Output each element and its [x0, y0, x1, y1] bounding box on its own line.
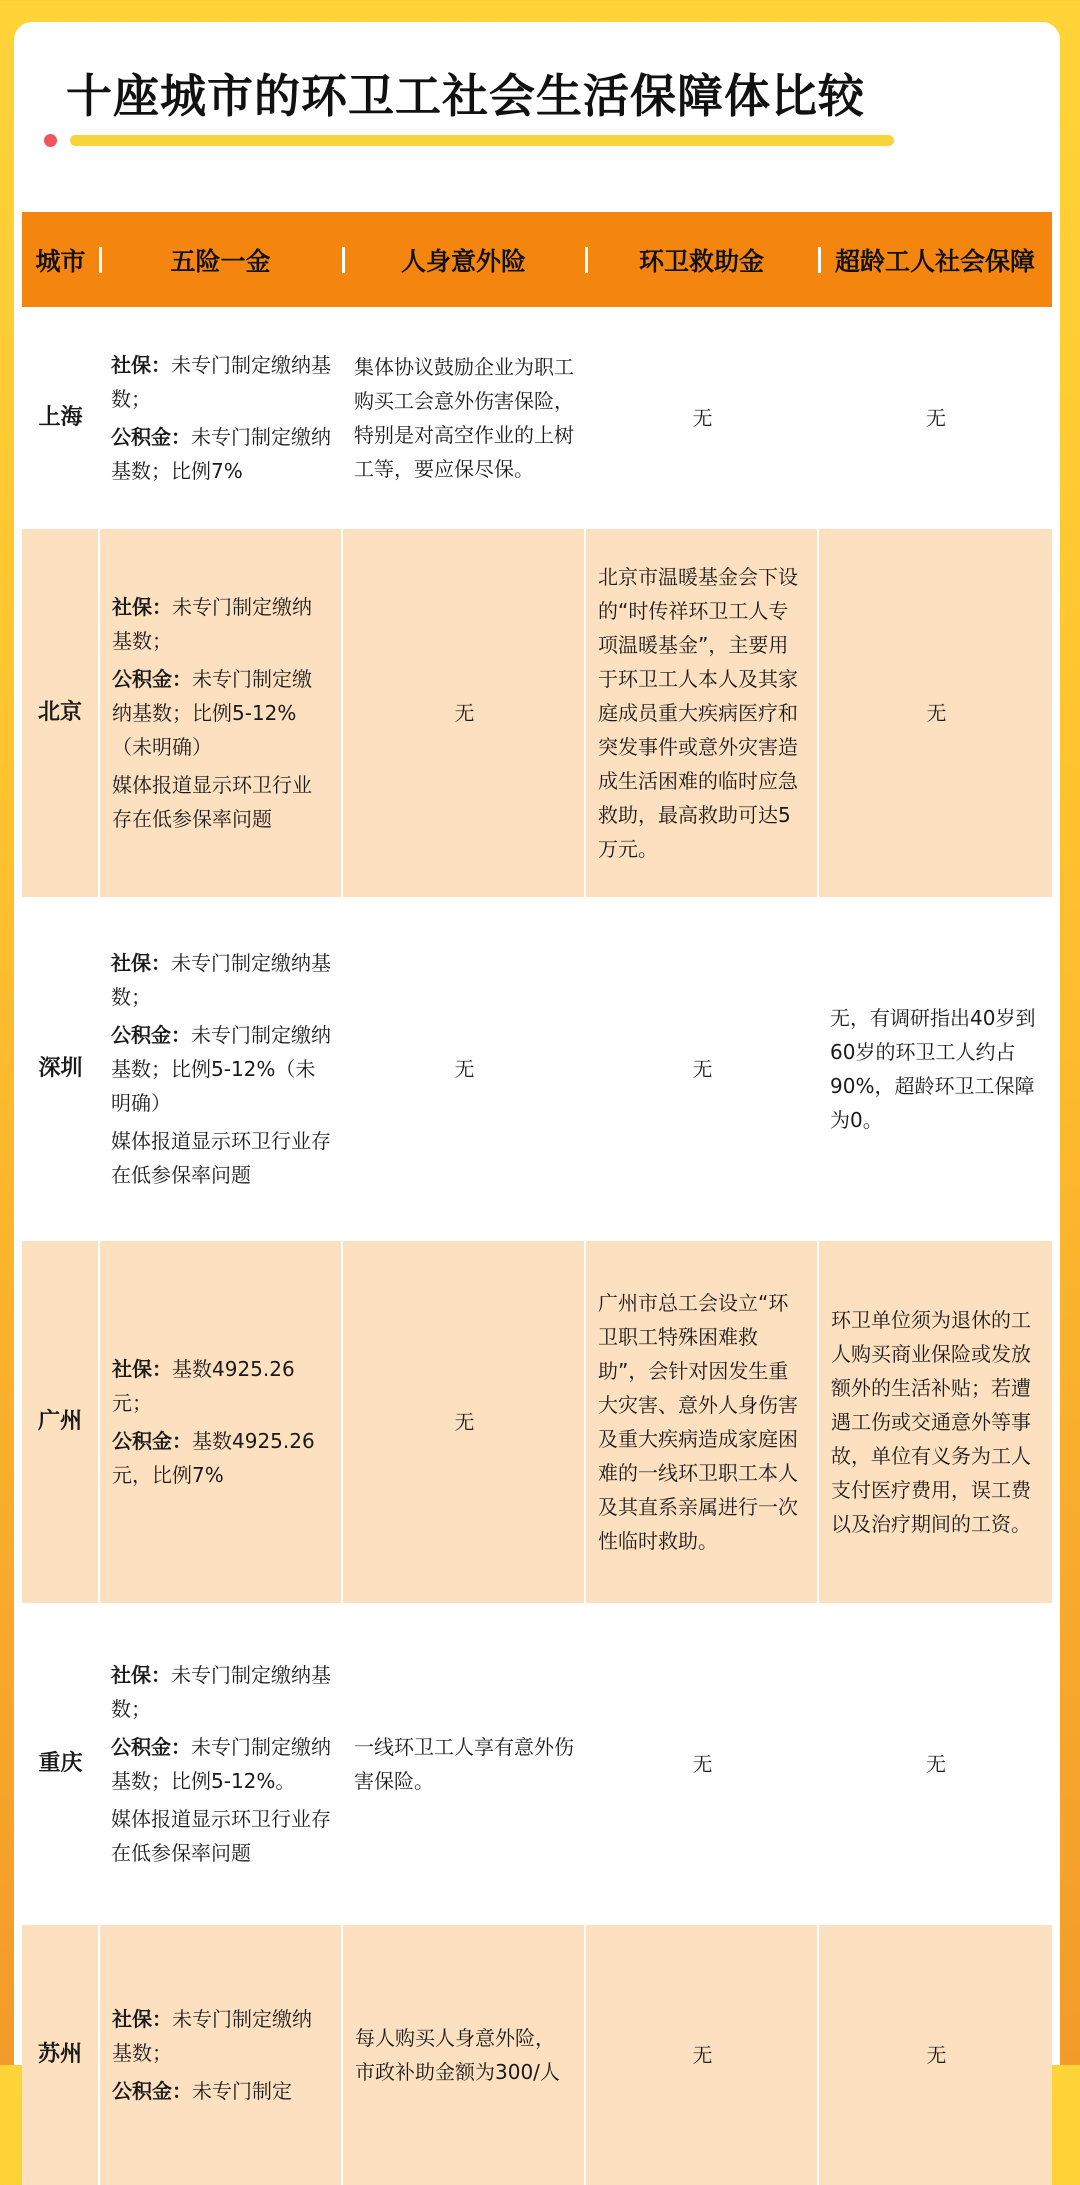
accident-cell: 每人购买人身意外险，市政补助金额为300/人	[342, 1925, 585, 2185]
elderly-cell: 无	[818, 307, 1052, 529]
elderly-cell: 无	[818, 1925, 1052, 2185]
wuxian-item	[111, 1730, 332, 1798]
wuxian-item-text: 未专门制定缴纳基数；比例5-12%。	[111, 1735, 331, 1793]
wuxian-item	[111, 1802, 332, 1870]
relief-cell: 无	[585, 307, 818, 529]
city-cell: 上海	[22, 307, 99, 529]
col-header-city: 城市	[22, 212, 99, 307]
wuxian-item-label: 社保：	[111, 951, 171, 975]
accident-cell: 无	[342, 897, 585, 1241]
wuxian-item	[111, 946, 332, 1014]
wuxian-item-label: 社保：	[112, 1357, 172, 1381]
wuxian-cell	[99, 529, 342, 897]
wuxian-item	[112, 590, 331, 658]
wuxian-item	[112, 1424, 331, 1492]
wuxian-item-text: 未专门制定缴纳基数；	[112, 2007, 312, 2065]
wuxian-item	[112, 768, 331, 836]
col-header-wuxian: 五险一金	[99, 212, 342, 307]
wuxian-item-label: 公积金：	[112, 2079, 192, 2103]
wuxian-item-text: 未专门制定缴纳基数；	[112, 595, 312, 653]
wuxian-item-text: 媒体报道显示环卫行业存在低参保率问题	[112, 773, 312, 831]
wuxian-item	[112, 2074, 331, 2108]
elderly-cell: 无	[818, 1603, 1052, 1925]
table-row	[22, 307, 1052, 529]
wuxian-item-label: 公积金：	[111, 1735, 191, 1759]
wuxian-item-text: 基数4925.26元，比例7%	[112, 1429, 315, 1487]
table-row	[22, 1925, 1052, 2185]
accident-cell: 集体协议鼓励企业为职工购买工会意外伤害保险，特别是对高空作业的上树工等，要应保尽保。	[342, 307, 585, 529]
wuxian-item-text: 未专门制定缴纳基数；比例5-12%（未明确）	[111, 1023, 331, 1115]
col-header-elderly: 超龄工人社会保障	[818, 212, 1052, 307]
comparison-table	[22, 212, 1052, 2185]
accident-cell: 无	[342, 529, 585, 897]
wuxian-item-text: 媒体报道显示环卫行业存在低参保率问题	[111, 1807, 331, 1865]
wuxian-item-label: 社保：	[112, 595, 172, 619]
table-row	[22, 1603, 1052, 1925]
wuxian-cell	[99, 307, 342, 529]
wuxian-item-label: 公积金：	[111, 425, 191, 449]
city-cell: 北京	[22, 529, 99, 897]
col-header-relief: 环卫救助金	[585, 212, 818, 307]
wuxian-item-text: 基数4925.26元；	[112, 1357, 295, 1415]
wuxian-item-label: 社保：	[112, 2007, 172, 2031]
wuxian-item-text: 未专门制定	[192, 2079, 292, 2103]
wuxian-item	[111, 348, 332, 416]
elderly-cell: 无，有调研指出40岁到60岁的环卫工人约占90%，超龄环卫工保障为0。	[818, 897, 1052, 1241]
elderly-cell: 无	[818, 529, 1052, 897]
wuxian-cell	[99, 1925, 342, 2185]
wuxian-item-label: 社保：	[111, 353, 171, 377]
relief-cell: 广州市总工会设立“环卫职工特殊困难救助”，会针对因发生重大灾害、意外人身伤害及重大疾病造成家庭困难的一线环卫职工本人及其直系亲属进行一次性临时救助。	[585, 1241, 818, 1603]
relief-cell: 无	[585, 1603, 818, 1925]
wuxian-item-text: 未专门制定缴纳基数；比例5-12%（未明确）	[112, 667, 312, 759]
table-row	[22, 529, 1052, 897]
wuxian-item	[111, 1018, 332, 1120]
wuxian-item	[112, 2002, 331, 2070]
table-body	[22, 307, 1052, 2185]
wuxian-item	[111, 1124, 332, 1192]
table-header	[22, 212, 1052, 307]
wuxian-item-label: 公积金：	[111, 1023, 191, 1047]
relief-cell: 无	[585, 1925, 818, 2185]
title-area	[14, 22, 1060, 212]
wuxian-item	[112, 1352, 331, 1420]
accident-cell: 无	[342, 1241, 585, 1603]
city-cell: 苏州	[22, 1925, 99, 2185]
elderly-cell: 环卫单位须为退休的工人购买商业保险或发放额外的生活补贴；若遭遇工伤或交通意外等事故，单位有义务为工人支付医疗费用，误工费以及治疗期间的工资。	[818, 1241, 1052, 1603]
wuxian-item-label: 公积金：	[112, 1429, 192, 1453]
col-header-accident: 人身意外险	[342, 212, 585, 307]
city-cell: 深圳	[22, 897, 99, 1241]
accident-cell: 一线环卫工人享有意外伤害保险。	[342, 1603, 585, 1925]
wuxian-item-text: 未专门制定缴纳基数；	[111, 951, 331, 1009]
wuxian-item	[111, 420, 332, 488]
wuxian-item	[111, 1658, 332, 1726]
poster-frame	[14, 22, 1060, 2103]
city-cell: 广州	[22, 1241, 99, 1603]
wuxian-item	[112, 662, 331, 764]
wuxian-item-text: 未专门制定缴纳基数；	[111, 1663, 331, 1721]
page-title: 十座城市的环卫工社会生活保障体比较	[66, 69, 865, 123]
wuxian-item-text: 媒体报道显示环卫行业存在低参保率问题	[111, 1129, 331, 1187]
relief-cell: 北京市温暖基金会下设的“时传祥环卫工人专项温暖基金”，主要用于环卫工人本人及其家庭成员重大疾病医疗和突发事件或意外灾害造成生活困难的临时应急救助，最高救助可达5万元。	[585, 529, 818, 897]
wuxian-item-text: 未专门制定缴纳基数；	[111, 353, 331, 411]
wuxian-item-label: 社保：	[111, 1663, 171, 1687]
table-row	[22, 1241, 1052, 1603]
title-underline	[70, 135, 894, 146]
city-cell: 重庆	[22, 1603, 99, 1925]
table-row	[22, 897, 1052, 1241]
relief-cell: 无	[585, 897, 818, 1241]
wuxian-cell	[99, 1603, 342, 1925]
wuxian-cell	[99, 897, 342, 1241]
wuxian-item-label: 公积金：	[112, 667, 192, 691]
wuxian-item-text: 未专门制定缴纳基数；比例7%	[111, 425, 331, 483]
title-accent-dot	[44, 134, 57, 147]
wuxian-cell	[99, 1241, 342, 1603]
